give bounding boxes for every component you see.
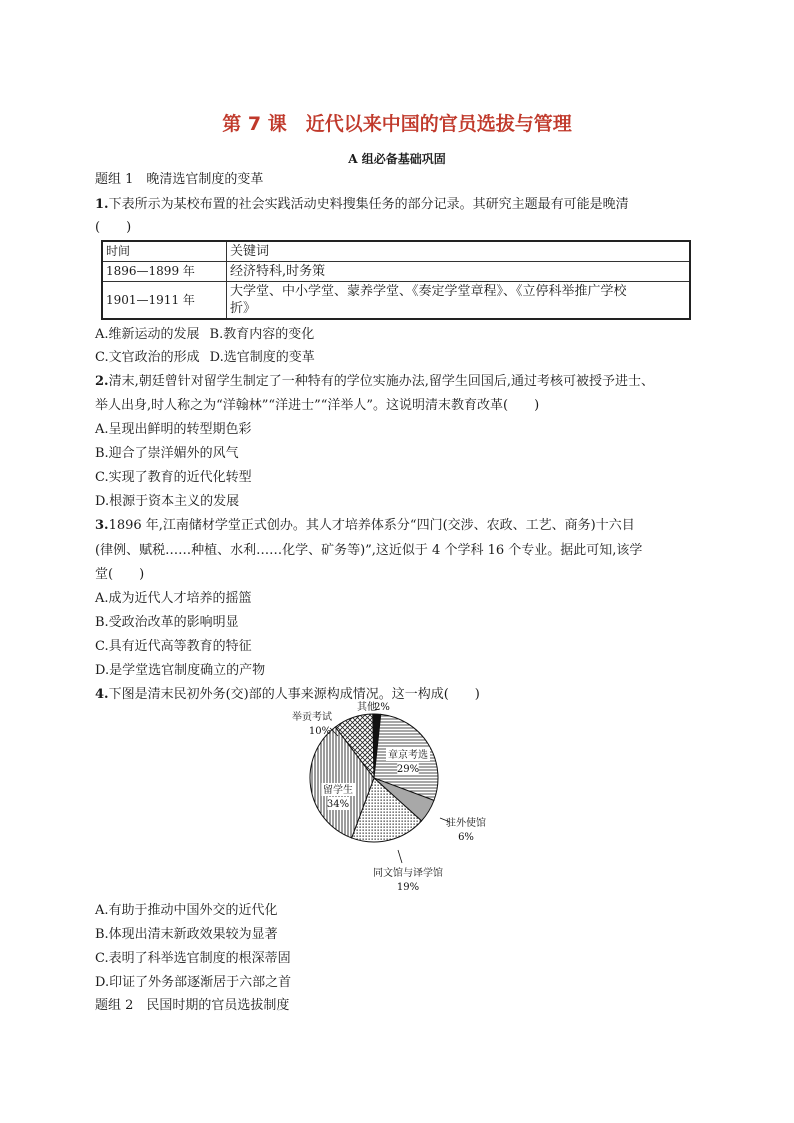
q4-stem: 下图是清末民初外务(交)部的人事来源构成情况。这一构成( ) xyxy=(108,687,480,702)
q2-number: 2. xyxy=(95,374,109,389)
q1-option-d: D.选官制度的变革 xyxy=(209,350,315,365)
pie-slice-label: 章京考选 xyxy=(388,750,428,761)
pie-slice-label: 其他 xyxy=(357,702,377,713)
q4-option-a: A.有助于推动中国外交的近代化 xyxy=(95,903,278,918)
q1-stem-line xyxy=(95,197,629,213)
q2-stem-line-2: 举人出身,时人称之为“洋翰林”“洋进士”“洋举人”。这说明清末教育改革( ) xyxy=(95,398,540,413)
pie-slice-percent: 29% xyxy=(396,764,420,775)
pie-slice-label: 留学生 xyxy=(323,785,353,796)
q2-stem-line-1 xyxy=(95,374,654,390)
q1-blank: ( ) xyxy=(95,220,132,235)
pie-slice-label: 举贡考试 xyxy=(292,712,332,723)
pie-leader-line xyxy=(398,850,402,863)
table-row xyxy=(102,262,690,282)
q1-option-c: C.文官政治的形成 xyxy=(95,350,200,365)
q3-option-d: D.是学堂选官制度确立的产物 xyxy=(95,663,266,678)
group2-title: 题组 2 民国时期的官员选拔制度 xyxy=(95,998,290,1013)
q4-pie-chart xyxy=(290,700,490,900)
q3-option-b: B.受政治改革的影响明显 xyxy=(95,615,239,630)
q1-options-row-2 xyxy=(95,350,315,366)
q1-number: 1. xyxy=(95,197,109,212)
q2-stem-text-1: 清末,朝廷曾针对留学生制定了一种特有的学位实施办法,留学生回国后,通过考核可被授予进士、 xyxy=(108,374,654,389)
q4-option-c: C.表明了科举选官制度的根深蒂固 xyxy=(95,951,291,966)
q4-option-d: D.印证了外务部逐渐居于六部之首 xyxy=(95,975,292,990)
q1-keyword-table xyxy=(101,240,691,320)
group1-title: 题组 1 晚清选官制度的变革 xyxy=(95,172,264,187)
q2-option-a: A.呈现出鲜明的转型期色彩 xyxy=(95,422,252,437)
q4-number: 4. xyxy=(95,687,109,702)
pie-slice-percent: 19% xyxy=(396,882,420,893)
table-cell-keywords: 经济特科,时务策 xyxy=(227,262,691,282)
q3-stem-text-1: 1896 年,江南储材学堂正式创办。其人才培养体系分“四门(交涉、农政、工艺、商务)十六目 xyxy=(108,518,635,533)
q3-option-c: C.具有近代高等教育的特征 xyxy=(95,639,252,654)
table-header-row xyxy=(102,241,690,262)
q1-option-a: A.维新运动的发展 xyxy=(95,327,200,342)
q3-stem-line-1 xyxy=(95,518,635,534)
lesson-title: 第 7 课 近代以来中国的官员选拔与管理 xyxy=(222,113,572,135)
keywords-line-1: 大学堂、中小学堂、蒙养学堂、《奏定学堂章程》、《立停科举推广学校 xyxy=(230,284,627,299)
table-cell-keywords xyxy=(227,282,691,320)
q4-option-b: B.体现出清末新政效果较为显著 xyxy=(95,927,278,942)
keywords-line-2: 折》 xyxy=(230,301,257,316)
table-cell-time: 1896—1899 年 xyxy=(102,262,227,282)
pie-slice-label: 驻外使馆 xyxy=(446,818,486,829)
pie-slice-percent: 6% xyxy=(458,832,474,843)
q1-options-row-1 xyxy=(95,327,314,343)
q3-number: 3. xyxy=(95,518,109,533)
q3-stem-line-2: (律例、赋税……种植、水利……化学、矿务等)”,这近似于 4 个学科 16 个专业。据此可知,该学 xyxy=(95,543,643,558)
pie-slice-percent: 10% xyxy=(308,726,332,737)
q3-stem-line-3: 堂( ) xyxy=(95,567,145,582)
pie-slice-label: 同文馆与译学馆 xyxy=(373,868,443,879)
pie-slice-percent: 2% xyxy=(374,702,390,713)
section-title: A 组必备基础巩固 xyxy=(348,152,446,166)
q1-option-b: B.教育内容的变化 xyxy=(209,327,315,342)
table-row xyxy=(102,282,690,320)
table-header-keywords: 关键词 xyxy=(227,241,691,262)
q3-option-a: A.成为近代人才培养的摇篮 xyxy=(95,591,252,606)
q2-option-b: B.迎合了崇洋媚外的风气 xyxy=(95,446,239,461)
q1-stem: 下表所示为某校布置的社会实践活动史料搜集任务的部分记录。其研究主题最有可能是晚清 xyxy=(108,197,629,212)
table-cell-time: 1901—1911 年 xyxy=(102,282,227,320)
table-header-time: 时间 xyxy=(102,241,227,262)
q2-option-d: D.根源于资本主义的发展 xyxy=(95,494,240,509)
q2-option-c: C.实现了教育的近代化转型 xyxy=(95,470,252,485)
pie-slice-percent: 34% xyxy=(326,799,350,810)
